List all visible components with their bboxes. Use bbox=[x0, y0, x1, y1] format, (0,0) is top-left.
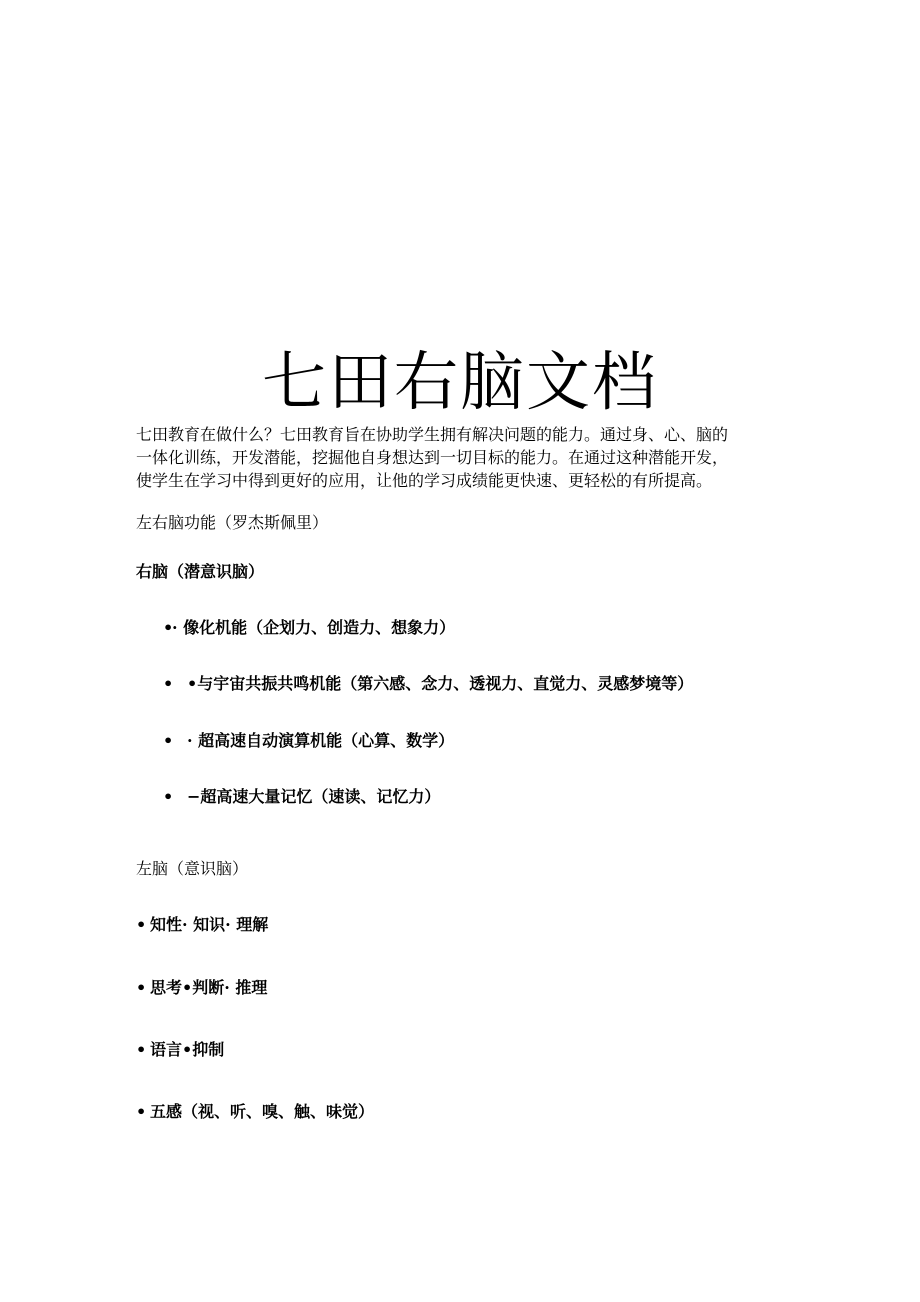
document-title: 七田右脑文档 bbox=[262, 346, 658, 420]
bullet-marker: • bbox=[136, 1040, 147, 1059]
list-item-text: · 超高速自动演算机能（心算、数学） bbox=[187, 731, 455, 750]
intro-line: 使学生在学习中得到更好的应用，让他的学习成绩能更快速、更轻松的有所提高。 bbox=[136, 471, 713, 490]
section-label: 左右脑功能（罗杰斯佩里） bbox=[136, 513, 329, 532]
bullet-marker: • bbox=[136, 1102, 147, 1121]
list-item-text: 思考•判断· 推理 bbox=[150, 978, 268, 997]
right-brain-heading: 右脑（潜意识脑） bbox=[136, 562, 265, 581]
bullet-marker: • bbox=[163, 674, 174, 693]
list-item-text: · 像化机能（企划力、创造力、想象力） bbox=[172, 618, 456, 637]
bullet-marker: • bbox=[163, 731, 174, 750]
bullet-marker: • bbox=[136, 915, 147, 934]
intro-line: 一体化训练，开发潜能，挖掘他自身想达到一切目标的能力。在通过这种潜能开发， bbox=[136, 448, 729, 467]
list-item-text: 五感（视、听、嗅、触、味觉） bbox=[150, 1102, 375, 1121]
intro-line: 七田教育在做什么？七田教育旨在协助学生拥有解决问题的能力。通过身、心、脑的 bbox=[136, 425, 729, 444]
list-item-text: 知性· 知识· 理解 bbox=[150, 915, 269, 934]
list-item-text: •与宇宙共振共鸣机能（第六感、念力、透视力、直觉力、灵感梦境等） bbox=[187, 674, 694, 693]
bullet-marker: • bbox=[163, 787, 174, 806]
left-brain-heading: 左脑（意识脑） bbox=[136, 859, 249, 878]
list-item-text: −超高速大量记忆（速读、记忆力） bbox=[187, 787, 441, 806]
bullet-marker: • bbox=[163, 618, 174, 637]
list-item-text: 语言•抑制 bbox=[150, 1040, 225, 1059]
bullet-marker: • bbox=[136, 978, 147, 997]
intro-paragraph bbox=[136, 423, 796, 492]
